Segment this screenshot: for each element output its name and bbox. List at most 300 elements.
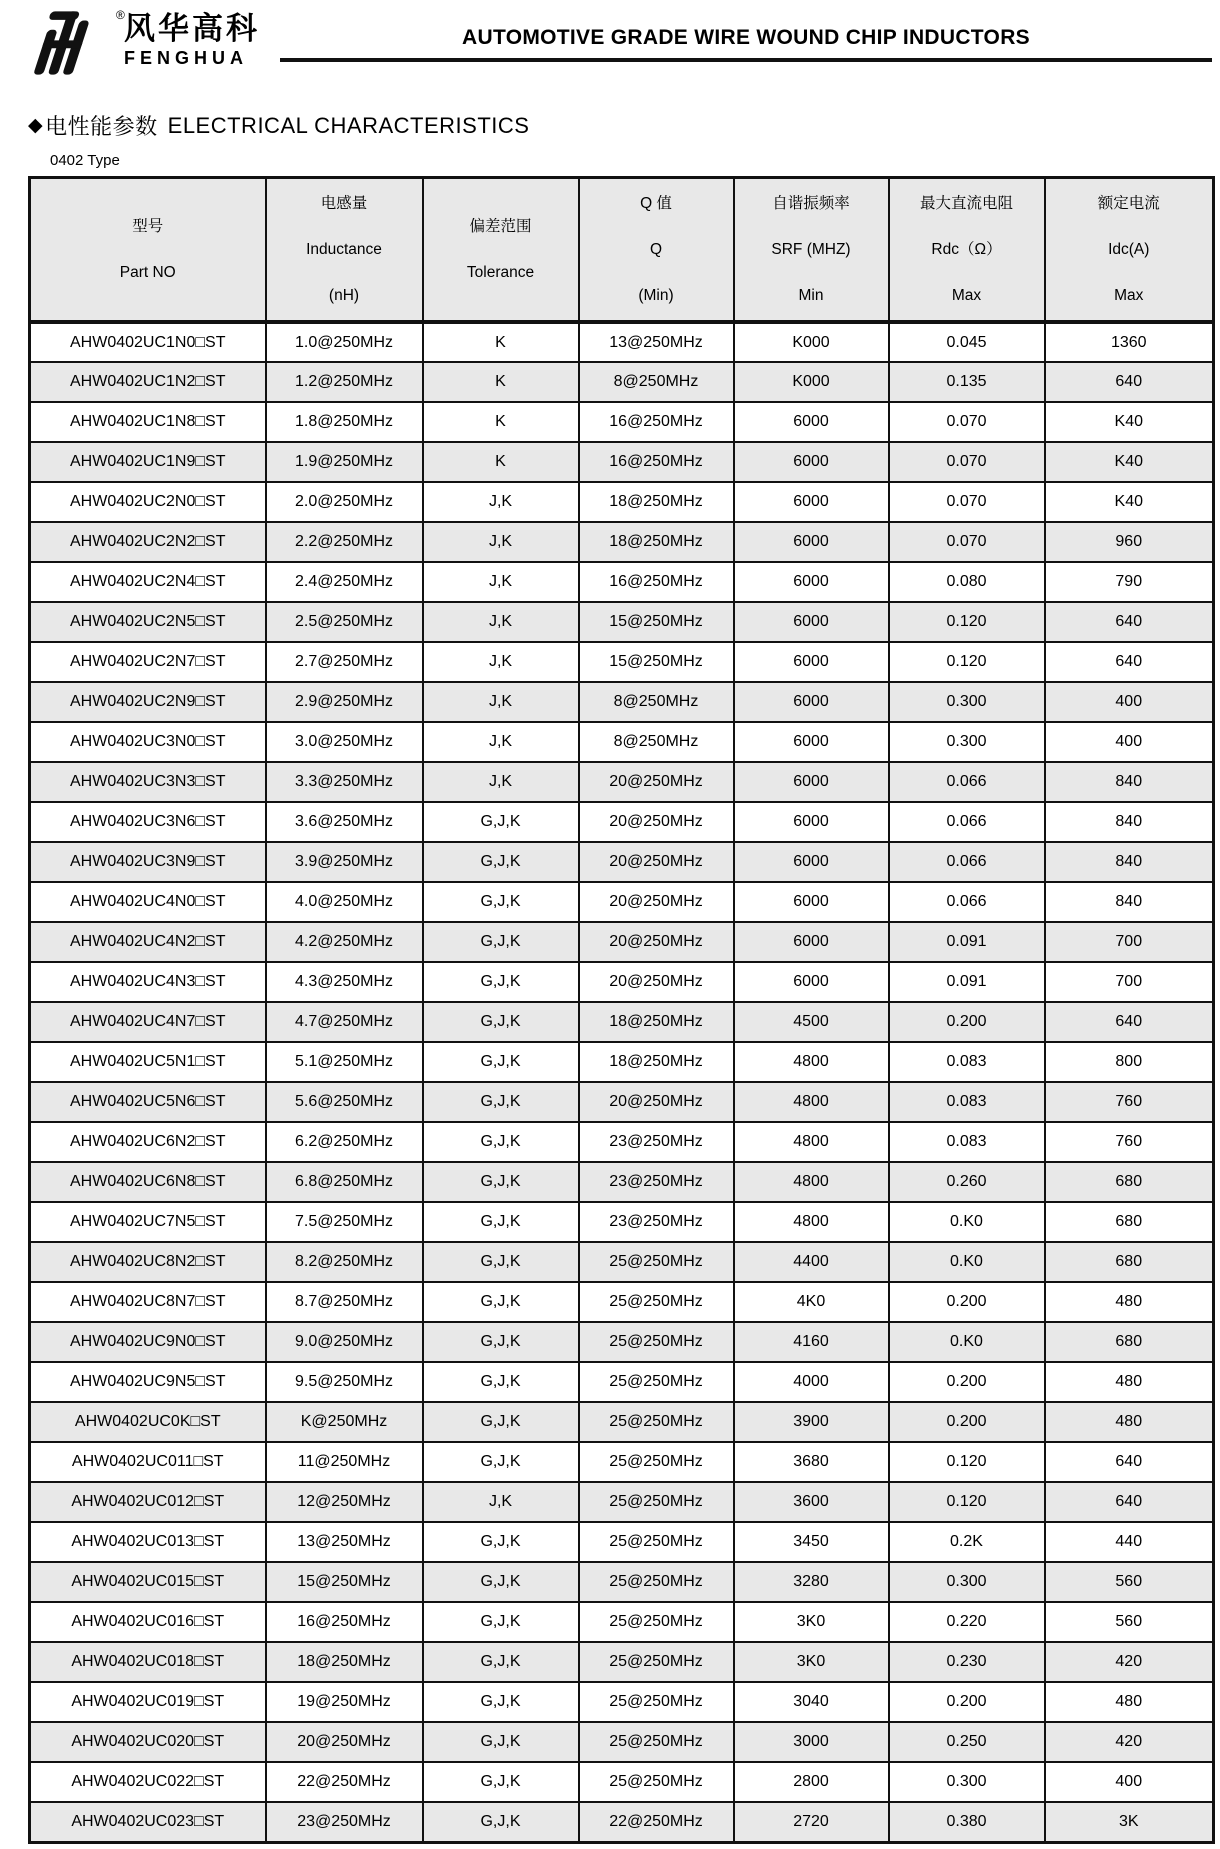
cell-part-no: AHW0402UC5N1□ST (30, 1042, 266, 1082)
column-header-srf (734, 178, 889, 323)
cell-srf: 6000 (734, 802, 889, 842)
cell-q: 25@250MHz (579, 1322, 734, 1362)
cell-tolerance: J,K (423, 602, 579, 642)
cell-inductance: 16@250MHz (266, 1602, 423, 1642)
cell-idc: 560 (1045, 1562, 1214, 1602)
cell-rdc: 0.200 (889, 1002, 1045, 1042)
cell-inductance: 13@250MHz (266, 1522, 423, 1562)
cell-rdc: 0.200 (889, 1362, 1045, 1402)
cell-q: 25@250MHz (579, 1482, 734, 1522)
cell-idc: 560 (1045, 1602, 1214, 1642)
cell-srf: 6000 (734, 522, 889, 562)
cell-q: 20@250MHz (579, 962, 734, 1002)
cell-tolerance: G,J,K (423, 1042, 579, 1082)
cell-part-no: AHW0402UC2N2□ST (30, 522, 266, 562)
cell-q: 25@250MHz (579, 1722, 734, 1762)
cell-idc: 680 (1045, 1162, 1214, 1202)
column-header-line: 型号 (132, 217, 164, 235)
cell-idc: 960 (1045, 522, 1214, 562)
table-row (30, 362, 1214, 402)
cell-rdc: 0.070 (889, 402, 1045, 442)
table-row (30, 1522, 1214, 1562)
cell-srf: K000 (734, 362, 889, 402)
cell-idc: 700 (1045, 962, 1214, 1002)
cell-tolerance: G,J,K (423, 1762, 579, 1802)
cell-inductance: 22@250MHz (266, 1762, 423, 1802)
column-header-line: Max (951, 286, 982, 304)
cell-idc: 400 (1045, 1762, 1214, 1802)
table-row (30, 562, 1214, 602)
cell-tolerance: G,J,K (423, 1322, 579, 1362)
cell-rdc: 0.070 (889, 442, 1045, 482)
cell-part-no: AHW0402UC3N3□ST (30, 762, 266, 802)
cell-inductance: 9.5@250MHz (266, 1362, 423, 1402)
cell-inductance: 2.9@250MHz (266, 682, 423, 722)
cell-rdc: 0.091 (889, 962, 1045, 1002)
table-row (30, 602, 1214, 642)
cell-tolerance: G,J,K (423, 1562, 579, 1602)
cell-part-no: AHW0402UC012□ST (30, 1482, 266, 1522)
table-row (30, 1802, 1214, 1842)
cell-srf: 4800 (734, 1042, 889, 1082)
cell-inductance: 1.2@250MHz (266, 362, 423, 402)
cell-idc: 640 (1045, 1442, 1214, 1482)
cell-tolerance: G,J,K (423, 1402, 579, 1442)
section-heading (28, 110, 1220, 141)
cell-tolerance: G,J,K (423, 1082, 579, 1122)
cell-q: 15@250MHz (579, 642, 734, 682)
table-header-row (30, 178, 1214, 323)
table-row (30, 1082, 1214, 1122)
cell-inductance: 11@250MHz (266, 1442, 423, 1482)
cell-q: 25@250MHz (579, 1242, 734, 1282)
cell-q: 8@250MHz (579, 362, 734, 402)
column-header-line: (Min) (638, 286, 674, 304)
cell-idc: 420 (1045, 1722, 1214, 1762)
cell-tolerance: G,J,K (423, 1642, 579, 1682)
cell-rdc: 0.K0 (889, 1202, 1045, 1242)
table-header (30, 178, 1214, 323)
cell-srf: 4160 (734, 1322, 889, 1362)
cell-part-no: AHW0402UC0K□ST (30, 1402, 266, 1442)
cell-q: 25@250MHz (579, 1602, 734, 1642)
cell-part-no: AHW0402UC9N5□ST (30, 1362, 266, 1402)
cell-srf: 6000 (734, 442, 889, 482)
cell-inductance: 2.7@250MHz (266, 642, 423, 682)
cell-rdc: 0.300 (889, 682, 1045, 722)
table-row (30, 1202, 1214, 1242)
cell-tolerance: G,J,K (423, 1442, 579, 1482)
cell-idc: 480 (1045, 1282, 1214, 1322)
cell-idc: 790 (1045, 562, 1214, 602)
cell-rdc: 0.300 (889, 1762, 1045, 1802)
table-body (30, 322, 1214, 1842)
cell-idc: 420 (1045, 1642, 1214, 1682)
cell-q: 25@250MHz (579, 1522, 734, 1562)
cell-inductance: 20@250MHz (266, 1722, 423, 1762)
column-header-line: 电感量 (320, 194, 368, 212)
column-header-line: SRF (MHZ) (771, 240, 851, 258)
cell-part-no: AHW0402UC023□ST (30, 1802, 266, 1842)
cell-srf: 3040 (734, 1682, 889, 1722)
cell-srf: 3680 (734, 1442, 889, 1482)
table-row (30, 1642, 1214, 1682)
cell-idc: 680 (1045, 1242, 1214, 1282)
cell-inductance: 5.1@250MHz (266, 1042, 423, 1082)
cell-rdc: 0.066 (889, 802, 1045, 842)
cell-rdc: 0.066 (889, 882, 1045, 922)
cell-rdc: 0.120 (889, 1482, 1045, 1522)
cell-q: 18@250MHz (579, 1002, 734, 1042)
table-row (30, 722, 1214, 762)
cell-rdc: 0.200 (889, 1682, 1045, 1722)
cell-tolerance: K (423, 402, 579, 442)
cell-rdc: 0.300 (889, 1562, 1045, 1602)
cell-part-no: AHW0402UC3N9□ST (30, 842, 266, 882)
cell-rdc: 0.200 (889, 1402, 1045, 1442)
cell-part-no: AHW0402UC2N9□ST (30, 682, 266, 722)
column-header-line: Part NO (119, 263, 176, 281)
cell-tolerance: J,K (423, 722, 579, 762)
cell-inductance: 6.8@250MHz (266, 1162, 423, 1202)
cell-q: 25@250MHz (579, 1282, 734, 1322)
table-row (30, 1122, 1214, 1162)
cell-srf: 4000 (734, 1362, 889, 1402)
cell-part-no: AHW0402UC5N6□ST (30, 1082, 266, 1122)
cell-tolerance: G,J,K (423, 882, 579, 922)
cell-q: 16@250MHz (579, 562, 734, 602)
cell-idc: 480 (1045, 1682, 1214, 1722)
cell-part-no: AHW0402UC1N0□ST (30, 322, 266, 362)
cell-tolerance: G,J,K (423, 922, 579, 962)
cell-rdc: 0.091 (889, 922, 1045, 962)
cell-idc: 480 (1045, 1362, 1214, 1402)
table-row (30, 882, 1214, 922)
cell-idc: K40 (1045, 482, 1214, 522)
cell-inductance: 8.2@250MHz (266, 1242, 423, 1282)
cell-rdc: 0.2K (889, 1522, 1045, 1562)
cell-rdc: 0.066 (889, 762, 1045, 802)
cell-srf: 4800 (734, 1202, 889, 1242)
column-header-line: Max (1114, 286, 1144, 304)
cell-q: 20@250MHz (579, 762, 734, 802)
cell-tolerance: G,J,K (423, 1162, 579, 1202)
cell-srf: 4800 (734, 1162, 889, 1202)
cell-q: 20@250MHz (579, 922, 734, 962)
cell-inductance: 3.9@250MHz (266, 842, 423, 882)
cell-srf: 6000 (734, 722, 889, 762)
brand-name-chinese: 风华高科 (124, 11, 260, 46)
cell-part-no: AHW0402UC9N0□ST (30, 1322, 266, 1362)
table-row (30, 802, 1214, 842)
cell-rdc: 0.066 (889, 842, 1045, 882)
cell-q: 15@250MHz (579, 602, 734, 642)
cell-tolerance: K (423, 322, 579, 362)
column-header-line: Inductance (306, 240, 382, 258)
cell-tolerance: G,J,K (423, 1522, 579, 1562)
registered-trademark-icon: ® (116, 8, 125, 22)
page-title: AUTOMOTIVE GRADE WIRE WOUND CHIP INDUCTORS (462, 26, 1030, 49)
table-row (30, 682, 1214, 722)
column-header-line: Q 值 (640, 194, 672, 212)
cell-idc: 800 (1045, 1042, 1214, 1082)
cell-tolerance: G,J,K (423, 962, 579, 1002)
cell-q: 23@250MHz (579, 1122, 734, 1162)
cell-srf: 3450 (734, 1522, 889, 1562)
cell-tolerance: J,K (423, 682, 579, 722)
column-header-line: (nH) (328, 286, 360, 304)
cell-rdc: 0.045 (889, 322, 1045, 362)
cell-tolerance: G,J,K (423, 1682, 579, 1722)
cell-tolerance: J,K (423, 522, 579, 562)
column-header-rdc (889, 178, 1045, 323)
cell-idc: 640 (1045, 602, 1214, 642)
table-row (30, 322, 1214, 362)
cell-inductance: 1.9@250MHz (266, 442, 423, 482)
cell-rdc: 0.083 (889, 1082, 1045, 1122)
cell-tolerance: G,J,K (423, 1002, 579, 1042)
cell-idc: 840 (1045, 802, 1214, 842)
cell-srf: 4400 (734, 1242, 889, 1282)
cell-tolerance: G,J,K (423, 1122, 579, 1162)
cell-idc: K40 (1045, 402, 1214, 442)
cell-part-no: AHW0402UC011□ST (30, 1442, 266, 1482)
cell-part-no: AHW0402UC013□ST (30, 1522, 266, 1562)
cell-tolerance: J,K (423, 762, 579, 802)
cell-part-no: AHW0402UC6N8□ST (30, 1162, 266, 1202)
table-row (30, 842, 1214, 882)
table-row (30, 482, 1214, 522)
cell-inductance: 4.2@250MHz (266, 922, 423, 962)
column-header-q (579, 178, 734, 323)
table-row (30, 1682, 1214, 1722)
title-block (280, 8, 1212, 62)
cell-inductance: 4.7@250MHz (266, 1002, 423, 1042)
column-header-line: 偏差范围 (469, 217, 532, 235)
table-row (30, 1602, 1214, 1642)
cell-idc: 440 (1045, 1522, 1214, 1562)
column-header-tolerance (423, 178, 579, 323)
cell-tolerance: G,J,K (423, 1602, 579, 1642)
cell-tolerance: J,K (423, 642, 579, 682)
cell-q: 20@250MHz (579, 1082, 734, 1122)
cell-tolerance: K (423, 442, 579, 482)
cell-tolerance: G,J,K (423, 802, 579, 842)
cell-q: 23@250MHz (579, 1202, 734, 1242)
cell-idc: 760 (1045, 1082, 1214, 1122)
cell-rdc: 0.K0 (889, 1322, 1045, 1362)
cell-idc: 640 (1045, 642, 1214, 682)
cell-srf: 3600 (734, 1482, 889, 1522)
table-row (30, 1362, 1214, 1402)
cell-srf: 3000 (734, 1722, 889, 1762)
cell-tolerance: G,J,K (423, 1802, 579, 1842)
cell-srf: 4K0 (734, 1282, 889, 1322)
column-header-inductance (266, 178, 423, 323)
cell-inductance: 23@250MHz (266, 1802, 423, 1842)
column-header-line: Idc(A) (1108, 240, 1150, 258)
table-row (30, 1402, 1214, 1442)
cell-inductance: 3.6@250MHz (266, 802, 423, 842)
cell-rdc: 0.200 (889, 1282, 1045, 1322)
cell-part-no: AHW0402UC6N2□ST (30, 1122, 266, 1162)
cell-srf: 3K0 (734, 1642, 889, 1682)
column-header-line: Min (798, 286, 824, 304)
cell-inductance: 1.0@250MHz (266, 322, 423, 362)
cell-rdc: 0.070 (889, 522, 1045, 562)
cell-idc: 680 (1045, 1202, 1214, 1242)
cell-part-no: AHW0402UC7N5□ST (30, 1202, 266, 1242)
cell-srf: 6000 (734, 482, 889, 522)
cell-inductance: 3.0@250MHz (266, 722, 423, 762)
cell-q: 18@250MHz (579, 1042, 734, 1082)
cell-inductance: 1.8@250MHz (266, 402, 423, 442)
cell-srf: 6000 (734, 842, 889, 882)
cell-srf: 6000 (734, 602, 889, 642)
cell-inductance: 9.0@250MHz (266, 1322, 423, 1362)
column-header-idc (1045, 178, 1214, 323)
cell-q: 25@250MHz (579, 1562, 734, 1602)
cell-q: 8@250MHz (579, 682, 734, 722)
table-row (30, 762, 1214, 802)
cell-q: 22@250MHz (579, 1802, 734, 1842)
cell-idc: 840 (1045, 882, 1214, 922)
cell-q: 20@250MHz (579, 802, 734, 842)
cell-inductance: 12@250MHz (266, 1482, 423, 1522)
electrical-characteristics-table (28, 176, 1215, 1844)
brand-name-english: FENGHUA (124, 48, 248, 68)
cell-q: 18@250MHz (579, 482, 734, 522)
cell-srf: 3K0 (734, 1602, 889, 1642)
cell-part-no: AHW0402UC020□ST (30, 1722, 266, 1762)
cell-idc: 1360 (1045, 322, 1214, 362)
cell-part-no: AHW0402UC022□ST (30, 1762, 266, 1802)
table-row (30, 1562, 1214, 1602)
cell-q: 25@250MHz (579, 1402, 734, 1442)
cell-srf: 2720 (734, 1802, 889, 1842)
cell-srf: 6000 (734, 642, 889, 682)
cell-q: 20@250MHz (579, 882, 734, 922)
column-header-line: 最大直流电阻 (919, 194, 1013, 212)
cell-idc: 640 (1045, 362, 1214, 402)
cell-rdc: 0.135 (889, 362, 1045, 402)
cell-idc: 840 (1045, 762, 1214, 802)
column-header-line: Tolerance (466, 263, 535, 281)
cell-q: 23@250MHz (579, 1162, 734, 1202)
table-row (30, 962, 1214, 1002)
cell-part-no: AHW0402UC2N7□ST (30, 642, 266, 682)
table-row (30, 922, 1214, 962)
cell-inductance: 4.0@250MHz (266, 882, 423, 922)
cell-srf: 2800 (734, 1762, 889, 1802)
fenghua-logo-icon (28, 10, 116, 76)
cell-inductance: 6.2@250MHz (266, 1122, 423, 1162)
cell-part-no: AHW0402UC1N2□ST (30, 362, 266, 402)
cell-part-no: AHW0402UC4N7□ST (30, 1002, 266, 1042)
table-row (30, 1322, 1214, 1362)
cell-rdc: 0.070 (889, 482, 1045, 522)
cell-rdc: 0.380 (889, 1802, 1045, 1842)
cell-idc: 840 (1045, 842, 1214, 882)
cell-inductance: 2.5@250MHz (266, 602, 423, 642)
section-heading-chinese: 电性能参数 (45, 114, 158, 139)
cell-part-no: AHW0402UC1N9□ST (30, 442, 266, 482)
cell-srf: 6000 (734, 402, 889, 442)
cell-idc: K40 (1045, 442, 1214, 482)
table-row (30, 1762, 1214, 1802)
cell-tolerance: G,J,K (423, 1722, 579, 1762)
cell-tolerance: G,J,K (423, 1362, 579, 1402)
cell-q: 25@250MHz (579, 1362, 734, 1402)
table-row (30, 1282, 1214, 1322)
cell-part-no: AHW0402UC8N7□ST (30, 1282, 266, 1322)
cell-idc: 640 (1045, 1482, 1214, 1522)
table-row (30, 642, 1214, 682)
table-row (30, 1002, 1214, 1042)
cell-srf: 3280 (734, 1562, 889, 1602)
cell-part-no: AHW0402UC4N3□ST (30, 962, 266, 1002)
cell-inductance: 3.3@250MHz (266, 762, 423, 802)
cell-srf: 4800 (734, 1122, 889, 1162)
cell-srf: 6000 (734, 682, 889, 722)
cell-inductance: 15@250MHz (266, 1562, 423, 1602)
brand-text (124, 8, 260, 70)
cell-srf: K000 (734, 322, 889, 362)
cell-tolerance: G,J,K (423, 842, 579, 882)
table-row (30, 402, 1214, 442)
cell-q: 25@250MHz (579, 1762, 734, 1802)
cell-part-no: AHW0402UC2N4□ST (30, 562, 266, 602)
cell-srf: 3900 (734, 1402, 889, 1442)
cell-rdc: 0.300 (889, 722, 1045, 762)
cell-q: 25@250MHz (579, 1442, 734, 1482)
cell-part-no: AHW0402UC018□ST (30, 1642, 266, 1682)
cell-part-no: AHW0402UC019□ST (30, 1682, 266, 1722)
cell-q: 18@250MHz (579, 522, 734, 562)
cell-inductance: 2.0@250MHz (266, 482, 423, 522)
cell-tolerance: J,K (423, 1482, 579, 1522)
cell-q: 25@250MHz (579, 1642, 734, 1682)
cell-inductance: K@250MHz (266, 1402, 423, 1442)
cell-tolerance: G,J,K (423, 1282, 579, 1322)
cell-q: 20@250MHz (579, 842, 734, 882)
cell-q: 16@250MHz (579, 442, 734, 482)
cell-rdc: 0.083 (889, 1042, 1045, 1082)
title-underline (280, 58, 1212, 62)
cell-part-no: AHW0402UC4N0□ST (30, 882, 266, 922)
table-subtitle: 0402 Type (50, 152, 120, 169)
cell-srf: 6000 (734, 922, 889, 962)
cell-idc: 400 (1045, 682, 1214, 722)
cell-inductance: 7.5@250MHz (266, 1202, 423, 1242)
cell-part-no: AHW0402UC015□ST (30, 1562, 266, 1602)
cell-rdc: 0.120 (889, 642, 1045, 682)
cell-inductance: 19@250MHz (266, 1682, 423, 1722)
cell-rdc: 0.K0 (889, 1242, 1045, 1282)
cell-inductance: 18@250MHz (266, 1642, 423, 1682)
section-heading-english: ELECTRICAL CHARACTERISTICS (167, 112, 530, 138)
brand-block (28, 8, 280, 76)
cell-part-no: AHW0402UC3N0□ST (30, 722, 266, 762)
table-row (30, 1722, 1214, 1762)
cell-idc: 680 (1045, 1322, 1214, 1362)
cell-idc: 480 (1045, 1402, 1214, 1442)
cell-q: 16@250MHz (579, 402, 734, 442)
cell-rdc: 0.220 (889, 1602, 1045, 1642)
cell-idc: 640 (1045, 1002, 1214, 1042)
cell-rdc: 0.250 (889, 1722, 1045, 1762)
cell-srf: 4500 (734, 1002, 889, 1042)
